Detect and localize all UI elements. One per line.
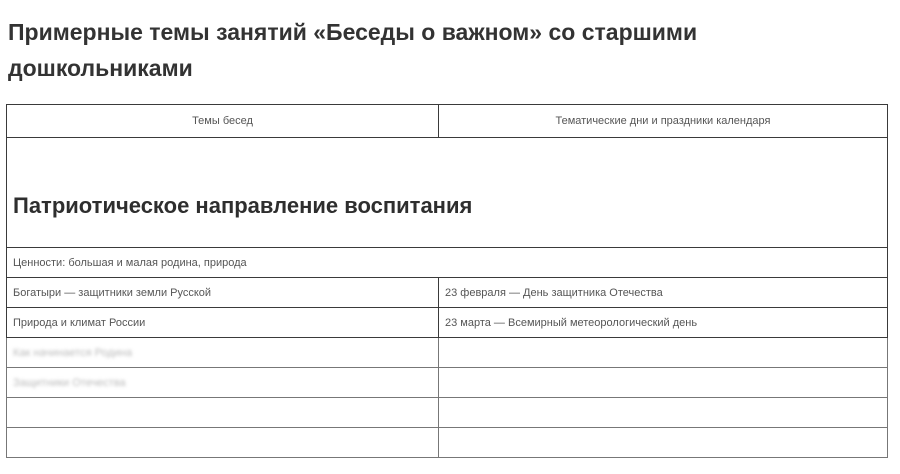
values-row <box>7 248 888 278</box>
date-cell <box>439 368 888 398</box>
table-row <box>7 368 888 398</box>
section-row <box>7 138 888 248</box>
topic-cell <box>7 398 439 428</box>
date-cell <box>439 428 888 458</box>
header-topics: Темы бесед <box>7 105 439 138</box>
table-row <box>7 278 888 308</box>
date-cell: 23 марта — Всемирный метеорологический день <box>439 308 888 338</box>
table-row <box>7 338 888 368</box>
topic-cell <box>7 428 439 458</box>
table-row <box>7 398 888 428</box>
topic-cell: Богатыри — защитники земли Русской <box>7 278 439 308</box>
header-calendar: Тематические дни и праздники календаря <box>439 105 888 138</box>
page-title: Примерные темы занятий «Беседы о важном» со старшими дошкольниками <box>8 19 698 81</box>
values-cell: Ценности: большая и малая родина, природа <box>7 248 888 278</box>
table-header-row <box>7 105 888 138</box>
date-cell: 23 февраля — День защитника Отечества <box>439 278 888 308</box>
topic-cell: Как начинается Родина <box>7 338 439 368</box>
topic-cell: Защитники Отечества <box>7 368 439 398</box>
date-cell <box>439 398 888 428</box>
date-cell <box>439 338 888 368</box>
section-title: Патриотическое направление воспитания <box>13 192 473 218</box>
table-row <box>7 428 888 458</box>
table-row <box>7 308 888 338</box>
topic-cell: Природа и климат России <box>7 308 439 338</box>
topics-table <box>6 104 888 458</box>
